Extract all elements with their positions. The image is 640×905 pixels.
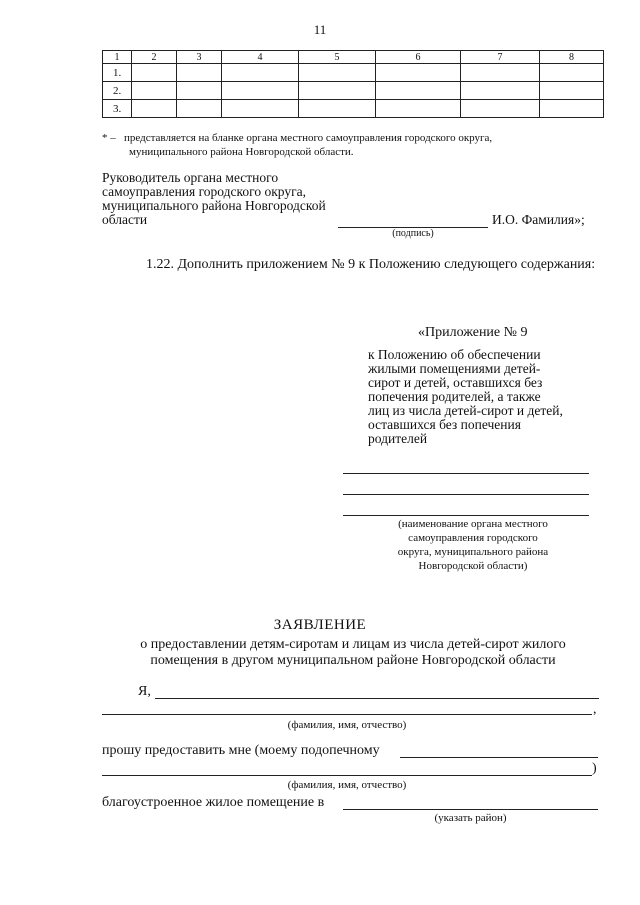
table-cell[interactable] [461,100,540,118]
table-cell: 2. [103,82,132,100]
table-cell[interactable] [461,64,540,82]
district-line[interactable] [343,809,598,810]
applicant-name-line-2[interactable] [102,714,592,715]
statement-subtitle-line-2: помещения в другом муниципальном районе Новгородской области [150,653,556,668]
appendix-line: лиц из числа детей-сирот и детей, [368,403,563,418]
org-field-line-2[interactable] [343,494,589,495]
org-caption [368,517,578,573]
appendix-line: к Положению об обеспечении [368,347,541,362]
table-header-cell: 4 [222,51,299,64]
appendix-line: попечения родителей, а также [368,389,541,404]
table-cell[interactable] [299,100,376,118]
table-cell[interactable] [177,100,222,118]
appendix-reference [368,348,578,446]
org-caption-line: Новгородской области) [418,560,528,572]
org-caption-line: (наименование органа местного [398,518,548,530]
table-header-cell: 2 [132,51,177,64]
request-label: прошу предоставить мне (моему подопечному [102,743,380,758]
table-header-cell: 8 [540,51,604,64]
statement-subtitle-line-1: о предоставлении детям-сиротам и лицам из числа детей-сирот жилого [140,637,566,652]
org-caption-line: округа, муниципального района [397,546,549,558]
table-cell[interactable] [461,82,540,100]
table-cell[interactable] [222,64,299,82]
data-table [102,50,604,118]
table-cell[interactable] [222,100,299,118]
table-header-cell: 7 [461,51,540,64]
signer-line: муниципального района Новгородской [102,198,326,213]
table-row [103,64,604,82]
table-cell[interactable] [132,64,177,82]
table-cell[interactable] [299,64,376,82]
appendix-line: родителей [368,431,428,446]
table-header-cell: 1 [103,51,132,64]
ward-name-line-2[interactable] [102,775,592,776]
signer-name: И.О. Фамилия»; [492,212,585,227]
table-cell[interactable] [376,64,461,82]
table-cell[interactable] [540,64,604,82]
statement-title: ЗАЯВЛЕНИЕ [273,617,367,633]
page-number: 11 [313,22,327,37]
org-field-line-3[interactable] [343,515,589,516]
table-cell[interactable] [540,82,604,100]
table-header-cell: 6 [376,51,461,64]
district-caption: (указать район) [434,812,507,824]
housing-label: благоустроенное жилое помещение в [102,795,325,810]
signer-line: Руководитель органа местного [102,170,279,185]
footnote-marker: * – [102,132,116,144]
footnote [102,131,602,159]
table-cell[interactable] [222,82,299,100]
table-header-row [103,51,604,64]
table-header-cell: 5 [299,51,376,64]
applicant-name-line-1[interactable] [155,698,599,699]
signer-line: самоуправления городского округа, [102,184,307,199]
table-cell: 3. [103,100,132,118]
table-header-cell: 3 [177,51,222,64]
table-cell[interactable] [177,64,222,82]
footnote-line-1: представляется на бланке органа местного самоуправления городского округа, [124,132,493,144]
signature-caption: (подпись) [392,228,434,239]
table-cell[interactable] [132,100,177,118]
statement-subtitle [102,637,604,669]
table-row [103,82,604,100]
org-caption-line: самоуправления городского [408,532,538,544]
appendix-line: оставшихся без попечения [368,417,521,432]
table-cell: 1. [103,64,132,82]
table-row [103,100,604,118]
signer-line: области [102,212,148,227]
table-cell[interactable] [132,82,177,100]
table-cell[interactable] [299,82,376,100]
comma: , [593,702,597,717]
fio-caption-2: (фамилия, имя, отчество) [287,779,407,791]
appendix-line: жилыми помещениями детей- [368,361,541,376]
ward-name-line-1[interactable] [400,757,598,758]
appendix-line: сирот и детей, оставшихся без [368,375,543,390]
signer-title [102,171,342,227]
footnote-line-2: муниципального района Новгородской области. [129,146,354,158]
fio-caption: (фамилия, имя, отчество) [287,719,407,731]
table-cell[interactable] [376,100,461,118]
amendment-paragraph: 1.22. Дополнить приложением № 9 к Положению следующего содержания: [146,257,596,272]
org-field-line-1[interactable] [343,473,589,474]
table-cell[interactable] [540,100,604,118]
close-paren: ) [592,761,597,776]
appendix-title: «Приложение № 9 [418,325,528,340]
table-cell[interactable] [376,82,461,100]
table-cell[interactable] [177,82,222,100]
i-label: Я, [138,684,151,699]
